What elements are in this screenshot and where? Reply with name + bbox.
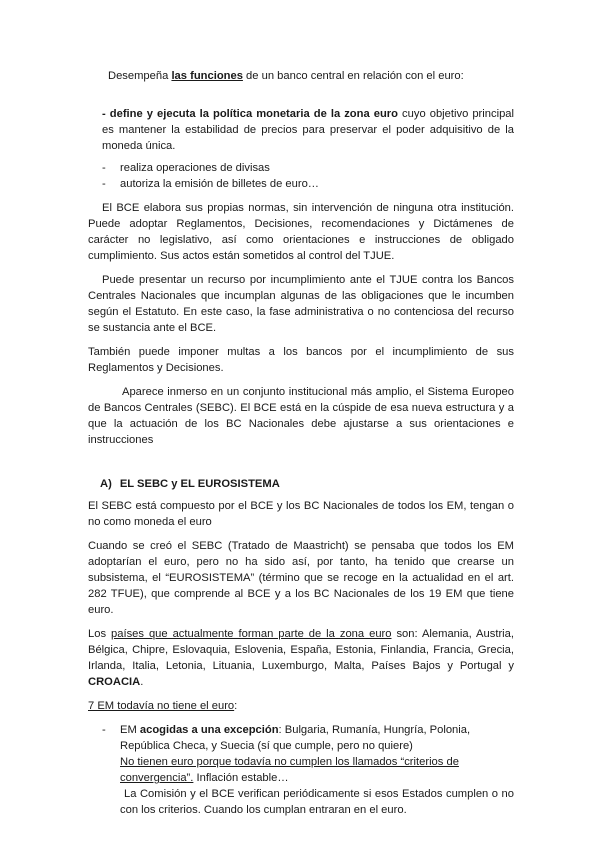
intro-post: de un banco central en relación con el euro: [242,70,464,82]
sebc-intro-paragraph: Aparece inmerso en un conjunto institucional más amplio, el Sistema Europeo de Bancos Centrales (SEBC). El BCE está en la cúspide de esa nueva estructura y a que la actuación de los BC Nacionales debe ajustarse a sus orientaciones e instrucciones [88,386,514,446]
countries-list-text: son: Alemania, Austria, Bélgica, Chipre, Eslovaquia, Eslovenia, España, Estonia, Finlandia, Francia, Grecia, Irlanda, Italia, Letonia, Lituania, Luxemburgo, Malta, Países Bajos y Portugal y [88,628,514,672]
croatia-bold: CROACIA [88,676,141,688]
list-item-text: realiza operaciones de divisas [120,162,270,174]
document-page [88,68,514,818]
section-heading [88,476,514,492]
non-euro-heading-colon: : [234,700,238,712]
eurosistema-paragraph: Cuando se creó el SEBC (Tratado de Maastricht) se pensaba que todos los EM adoptarían el euro, pero no ha sido así, por tanto, ha tenido que crearse un subsistema, el “EUROSISTEMA” (término que se recoge en la actualidad en el art. 282 TFUE), que comprende al BCE y a los BC Nacionales de los 19 EM que tiene euro. [88,540,514,616]
list-item-text: autoriza la emisión de billetes de euro… [120,178,319,190]
exception-pre: EM [120,724,140,736]
sebc-composition-paragraph: El SEBC está compuesto por el BCE y los BC Nacionales de todos los EM, tengan o no como moneda el euro [88,500,514,528]
intro-pre: Desempeña [108,70,172,82]
list-item: - EM acogidas a una excepción: Bulgaria, Rumanía, Hungría, Polonia, República Checa, y Suecia (sí que cumple, pero no quiere) [102,724,471,752]
intro-functions-paragraph [88,68,514,84]
fines-paragraph: También puede imponer multas a los bancos por el incumplimiento de sus Reglamentos y Decisiones. [88,346,514,374]
verification-note: La Comisión y el BCE verifican periódicamente si esos Estados cumplen o no con los criterios. Cuando los cumplan entraran en el euro. [120,788,514,816]
countries-pre: Los [88,628,112,640]
exception-list [88,722,514,754]
countries-end: . [140,676,144,688]
exception-countries: : Bulgaria, Rumanía, Hungría, Polonia, República Checa, y Suecia (sí que cumple, pero no quiere) [120,724,471,752]
section-label: A) [100,478,112,490]
monetary-policy-paragraph [88,106,514,154]
list-item: - realiza operaciones de divisas [102,162,270,174]
functions-link-text: las funciones [171,70,243,82]
monetary-policy-rest: cuyo objetivo principal es mantener la estabilidad de precios para preservar el poder adquisitivo de la moneda única. [102,108,514,152]
recourse-paragraph: Puede presentar un recurso por incumplimiento ante el TJUE contra los Bancos Centrales Nacionales que incumplan algunas de las obligaciones que le incumben según el Estatuto. En este caso, la fase administrativa o no contenciosa del recurso se sustancia ante el BCE. [88,274,514,334]
monetary-policy-bold: - define y ejecuta la política monetaria de la zona euro [102,108,398,120]
norms-paragraph: El BCE elabora sus propias normas, sin intervención de ninguna otra institución. Puede adoptar Reglamentos, Decisiones, recomendaciones y Dictámenes de carácter no legislativo, así como orientaciones e instrucciones de obligado cumplimiento. Sus actos están sometidos al control del TJUE. [88,202,514,262]
non-euro-heading-text: 7 EM todavía no tiene el euro [88,700,235,712]
convergence-underlined: No tienen euro porque todavía no cumplen los llamados “criterios de convergencia”. [120,756,459,784]
section-title: EL SEBC y EL EUROSISTEMA [119,478,280,490]
non-euro-heading [88,698,514,714]
convergence-rest: Inflación estable… [193,772,289,784]
functions-list [88,160,514,192]
list-item: - autoriza la emisión de billetes de euro… [102,178,319,190]
countries-link-text: países que actualmente forman parte de la zona euro [111,628,392,640]
euro-countries-paragraph [88,626,514,690]
exception-bold: acogidas a una excepción [139,724,279,736]
convergence-note [88,754,514,786]
